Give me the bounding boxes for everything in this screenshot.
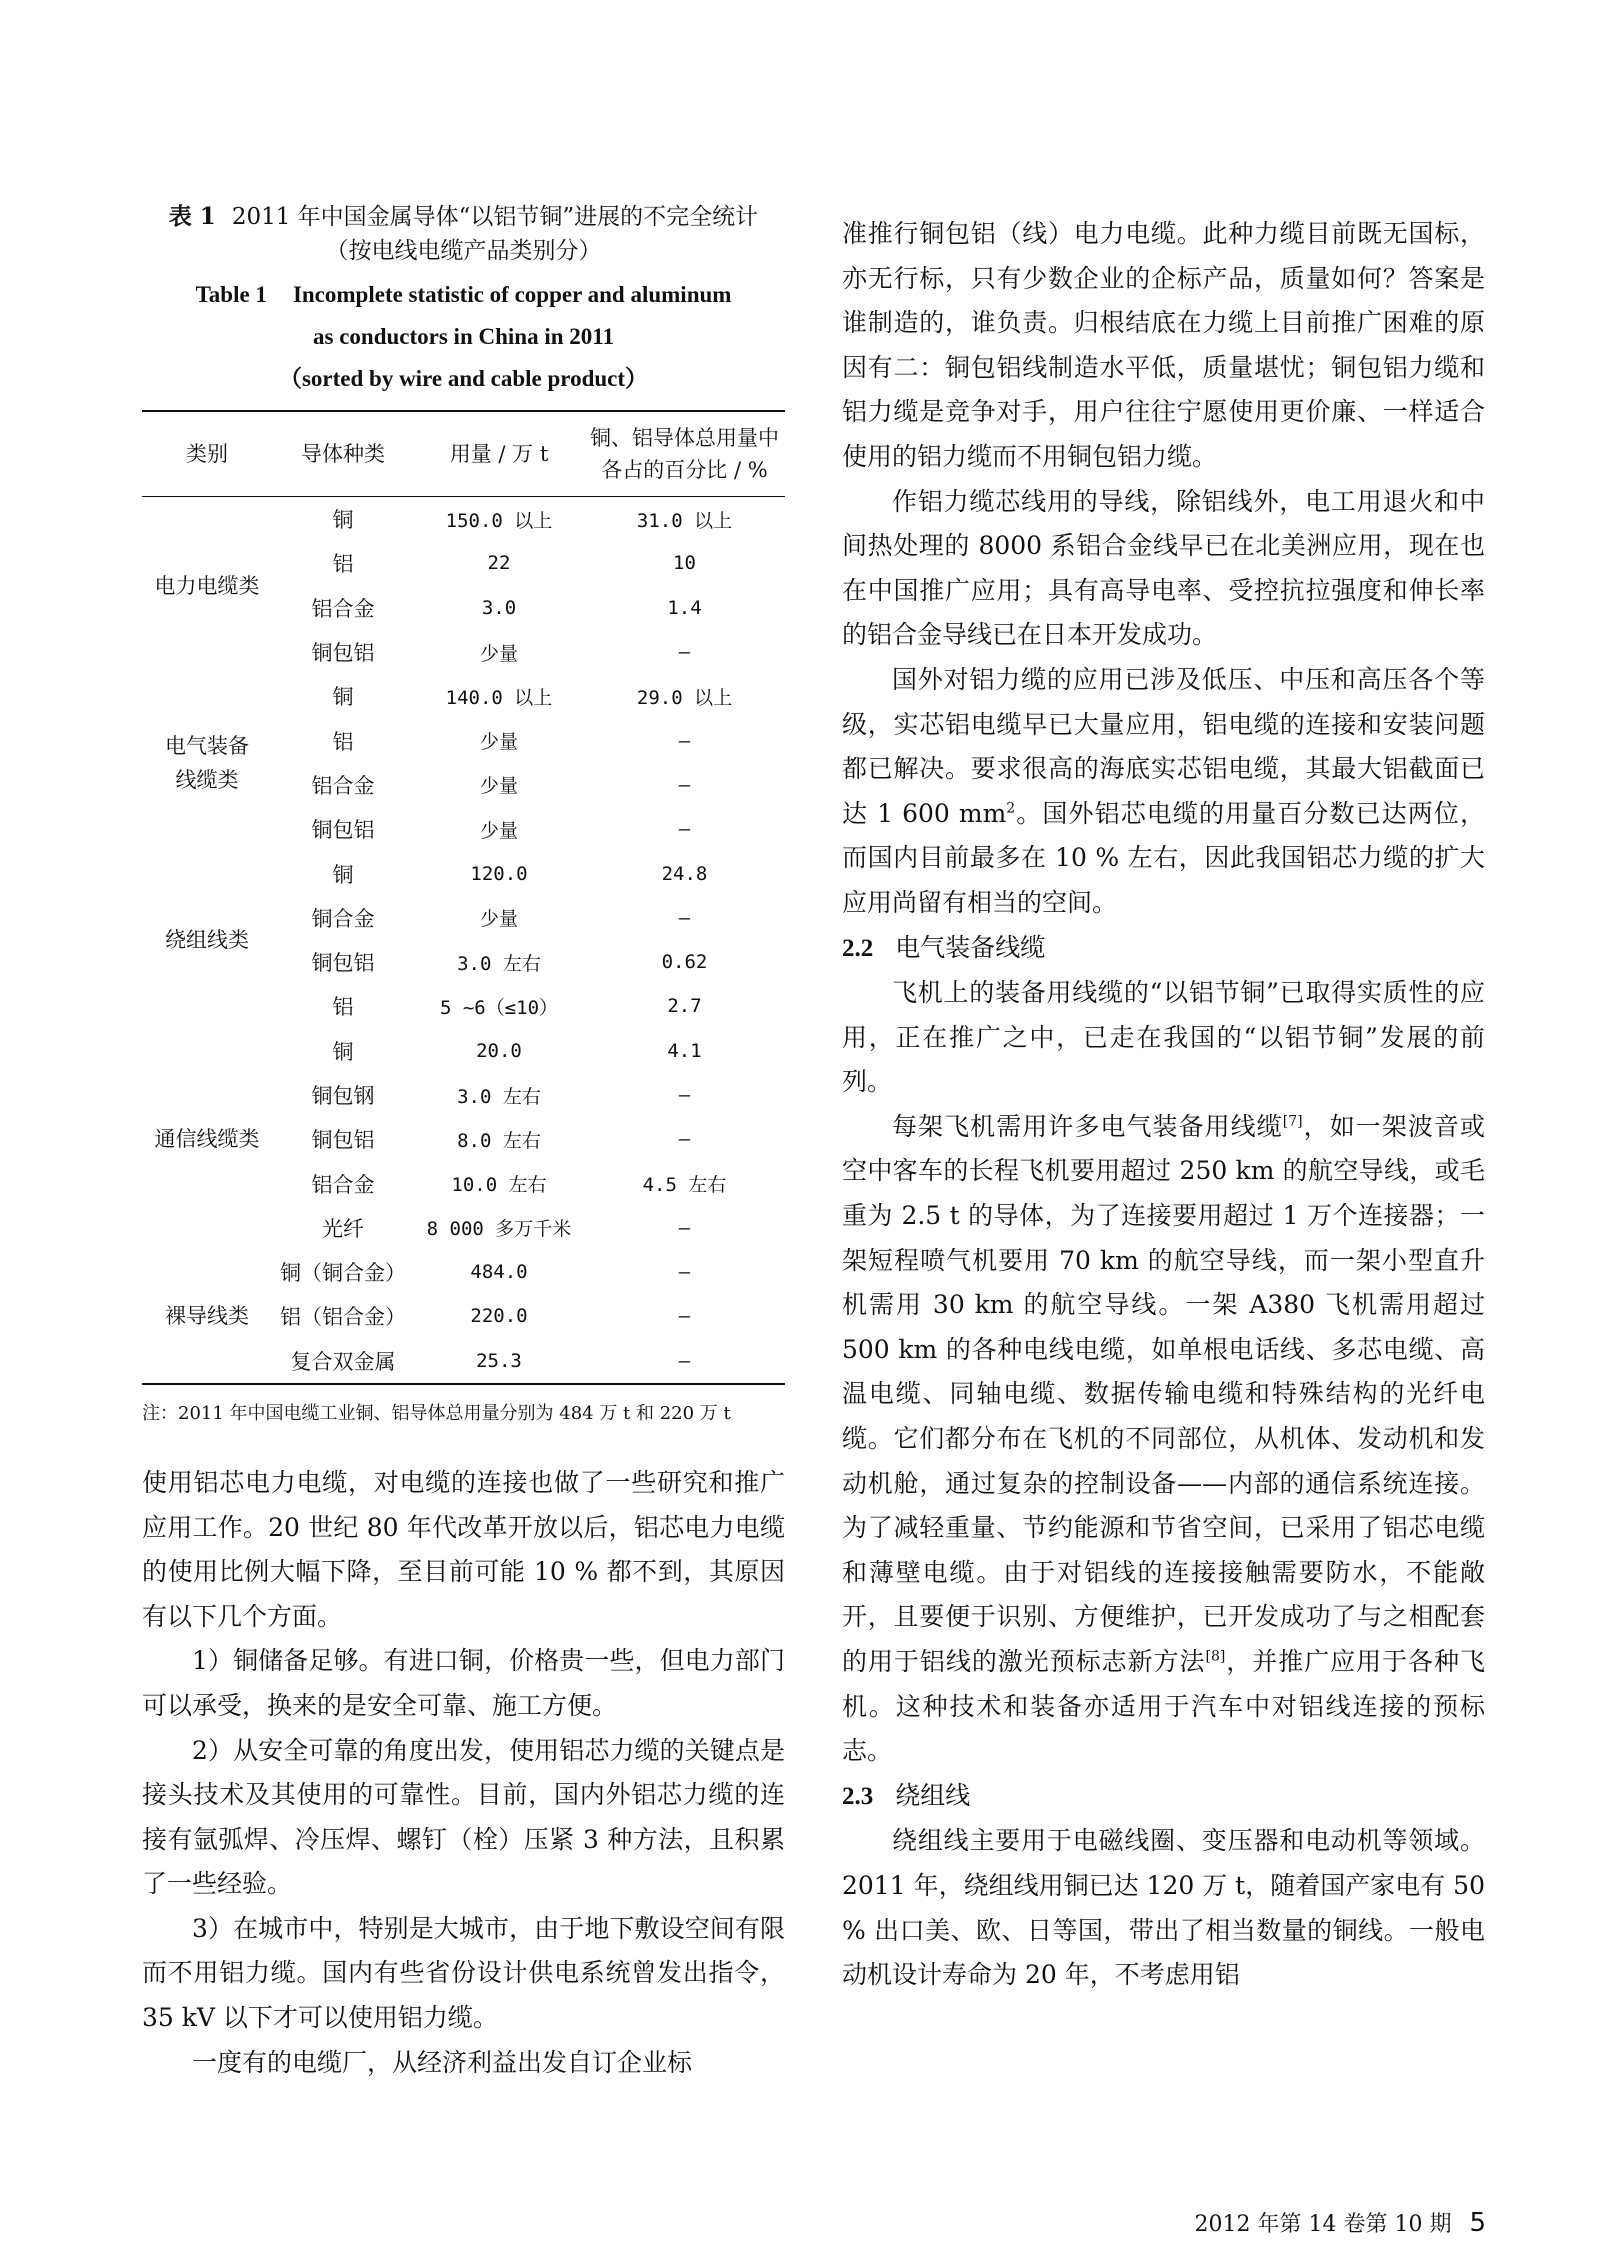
conductor-cell: 铜 (332, 862, 354, 887)
section-number: 2.2 (842, 934, 874, 962)
conductor-cell: 铜 (332, 685, 354, 710)
amount-cell: 少量 (479, 908, 518, 931)
percent-cell: — (678, 818, 691, 841)
left-column (142, 200, 785, 2085)
amount-cell: 少量 (479, 731, 518, 754)
amount-cell: 10.0 左右 (451, 1174, 547, 1197)
section-number: 2.3 (842, 1782, 874, 1810)
conductor-cell: 铜包铝 (311, 818, 375, 843)
table-title-en-line2: as conductors in China in 2011 (313, 324, 614, 349)
category-cell: 通信线缆类 (154, 1127, 260, 1152)
amount-cell: 8.0 左右 (457, 1129, 541, 1152)
percent-cell: 31.0 以上 (636, 509, 733, 532)
conductor-cell: 铝合金 (311, 1172, 375, 1197)
conductor-cell: 铝 (332, 729, 354, 754)
percent-cell: — (678, 773, 691, 796)
conductor-cell: 铝 (332, 995, 354, 1020)
superscript: 2 (1006, 800, 1016, 817)
amount-cell: 220.0 (470, 1305, 528, 1328)
table-title-cn: 2011 年中国金属导体“以铝节铜”进展的不完全统计 (231, 204, 759, 230)
conductor-cell: 铝（铝合金） (280, 1305, 406, 1330)
table-row (142, 497, 785, 542)
page-number: 5 (1469, 2208, 1486, 2238)
percent-cell: — (678, 1305, 691, 1328)
amount-cell: 8 000 多万千米 (426, 1218, 572, 1241)
paragraph: 绕组线主要用于电磁线圈、变压器和电动机等领域。2011 年，绕组线用铜已达 120 万 t，随着国产家电有 50 % 出口美、欧、日等国，带出了相当数量的铜线。一般电动机设计寿命为 20 年，不考虑用铝 (842, 1826, 1485, 1990)
paragraph: 飞机上的装备用线缆的“以铝节铜”已取得实质性的应用，正在推广之中，已走在我国的“以铝节铜”发展的前列。 (842, 978, 1485, 1097)
header-category: 类别 (186, 442, 228, 466)
page-footer (1195, 2207, 1487, 2238)
table-title-en-line1: Incomplete statistic of copper and aluminum (292, 282, 732, 307)
journal-issue: 2012 年第 14 卷第 10 期 (1194, 2212, 1452, 2237)
conductor-cell: 铜 (332, 1039, 354, 1064)
percent-cell: — (678, 641, 691, 664)
percent-cell: 2.7 (667, 995, 702, 1018)
amount-cell: 5 ~6（≤10） (439, 996, 559, 1019)
percent-cell: 24.8 (661, 862, 708, 885)
conductor-cell: 铜合金 (311, 906, 375, 931)
conductor-cell: 铜包钢 (311, 1084, 375, 1108)
table-note: 注：2011 年中国电缆工业铜、铝导体总用量分别为 484 万 t 和 220 万 t (142, 1402, 731, 1424)
paragraph: 3）在城市中，特别是大城市，由于地下敷设空间有限而不用铝力缆。国内有些省份设计供电系统曾发出指令，35 kV 以下才可以使用铝力缆。 (142, 1913, 785, 2033)
paragraph: 使用铝芯电力电缆，对电缆的连接也做了一些研究和推广应用工作。20 世纪 80 年代改革开放以后，铝芯电力电缆的使用比例大幅下降，至目前可能 10 % 都不到，其原因有以下几个方面。 (142, 1467, 785, 1631)
percent-cell: 0.62 (661, 951, 708, 974)
paragraph: 1）铜储备足够。有进口铜，价格贵一些，但电力部门可以承受，换来的是安全可靠、施工方便。 (142, 1646, 785, 1720)
section-heading-2-3 (842, 1774, 1485, 1820)
amount-cell: 少量 (479, 819, 518, 842)
statistics-table (142, 410, 785, 1385)
amount-cell: 20.0 (476, 1039, 522, 1062)
table-caption-en (142, 274, 785, 316)
percent-cell: — (678, 729, 691, 752)
amount-cell: 484.0 (470, 1261, 528, 1284)
amount-cell: 120.0 (470, 862, 528, 885)
right-column (842, 212, 1485, 1998)
category-cell: 电力电缆类 (154, 573, 260, 598)
table-row (142, 851, 785, 895)
conductor-cell: 铜包铝 (311, 1128, 375, 1153)
header-conductor: 导体种类 (301, 442, 385, 466)
conductor-cell: 铜（铜合金） (280, 1261, 406, 1286)
paragraph: 国外对铝力缆的应用已涉及低压、中压和高压各个等级，实芯铝电缆早已大量应用，铝电缆的连接和安装问题都已解决。要求很高的海底实芯铝电缆，其最大铝截面已达 1 600 $mm^2$。国外铝芯电缆的用量百分数已达两位，而国内目前最多在 10 % 左右，因此我国铝芯力缆的扩大应用尚留有相当的空间。 (842, 664, 1485, 917)
amount-cell: 3.0 (481, 596, 517, 619)
percent-cell: 4.5 左右 (642, 1174, 727, 1197)
header-percent (584, 411, 785, 497)
section-heading-2-2 (842, 926, 1485, 972)
amount-cell: 少量 (479, 642, 518, 665)
table-number-cn: 表 1 (168, 203, 216, 230)
reference-7: [7] (1282, 1113, 1303, 1130)
table-row (142, 674, 785, 718)
percent-cell: — (678, 1128, 691, 1151)
paragraph: 作铝力缆芯线用的导线，除铝线外，电工用退火和中间热处理的 8000 系铝合金线早已在北美洲应用，现在也在中国推广应用；具有高导电率、受控抗拉强度和伸长率的铝合金导线已在日本开发成功。 (842, 486, 1485, 650)
amount-cell: 22 (487, 552, 511, 575)
table-title-en-line3: （sorted by wire and cable product） (278, 366, 649, 391)
percent-cell: 10 (673, 552, 696, 575)
category-cell: 绕组线类 (165, 927, 249, 952)
percent-cell: 29.0 以上 (636, 686, 733, 709)
conductor-cell: 光纤 (322, 1216, 364, 1241)
table-number-en: Table 1 (195, 282, 267, 307)
percent-cell: — (678, 1084, 691, 1106)
table-caption-cn (142, 200, 785, 234)
conductor-cell: 铝合金 (311, 596, 375, 621)
table-body (142, 497, 785, 1384)
amount-cell: 少量 (479, 775, 518, 798)
section-title: 电气装备线缆 (895, 932, 1046, 962)
amount-cell: 150.0 以上 (445, 509, 553, 532)
paragraph: 2）从安全可靠的角度出发，使用铝芯力缆的关键点是接头技术及其使用的可靠性。目前，国内外铝芯力缆的连接有氩弧焊、冷压焊、螺钉（栓）压紧 3 种方法，且积累了一些经验。 (142, 1735, 785, 1899)
header-percent-line1: 铜、铝导体总用量中 (590, 426, 779, 450)
percent-cell: — (678, 1349, 691, 1372)
amount-cell: 140.0 以上 (445, 686, 553, 709)
percent-cell: 1.4 (667, 596, 702, 619)
conductor-cell: 铜 (332, 508, 354, 533)
conductor-cell: 铜包铝 (311, 951, 375, 976)
conductor-cell: 复合双金属 (290, 1349, 396, 1374)
category-cell: 裸导线类 (165, 1304, 249, 1329)
conductor-cell: 铝 (332, 552, 354, 577)
header-percent-line2: 各占的百分比 / % (601, 458, 768, 482)
amount-cell: 3.0 左右 (457, 1085, 541, 1108)
percent-cell: 4.1 (667, 1039, 702, 1062)
percent-cell: — (678, 1261, 691, 1284)
table-header-row (142, 411, 785, 497)
category-cell: 电气装备 线缆类 (165, 733, 249, 792)
table-row (142, 1029, 785, 1073)
paragraph: 一度有的电缆厂，从经济利益出发自订企业标 (192, 2047, 693, 2077)
percent-cell: — (678, 1216, 691, 1239)
table-row (142, 1250, 785, 1294)
amount-cell: 3.0 左右 (457, 952, 541, 975)
reference-8: [8] (1205, 1648, 1226, 1665)
paragraph: 每架飞机需用许多电气装备用线缆[7]，如一架波音或空中客车的长程飞机要用超过 250 km 的航空导线，或毛重为 2.5 t 的导体，为了连接要用超过 1 万个连接器；一架短程喷气机要用 70 km 的航空导线，而一架小型直升机需用 30 km 的航空导线。一架 A380 飞机需用超过 500 km 的各种电线电缆，如单根电话线、多芯电缆、高温电缆、同轴电缆、数据传输电缆和特殊结构的光纤电缆。它们都分布在飞机的不同部位，从机体、发动机和发动机舱，通过复杂的控制设备——内部的通信系统连接。为了减轻重量、节约能源和节省空间，已采用了铝芯电缆和薄壁电缆。由于对铝线的连接接触需要防水，不能敞开，且要便于识别、方便维护，已开发成功了与之相配套的用于铝线的激光预标志新方法[8]，并推广应用于各种飞机。这种技术和装备亦适用于汽车中对铝线连接的预标志。 (842, 1111, 1485, 1766)
conductor-cell: 铜包铝 (311, 641, 375, 666)
header-amount: 用量 / 万 t (449, 442, 549, 466)
table-subtitle-cn: （按电线电缆产品类别分） (325, 238, 602, 264)
conductor-cell: 铝合金 (311, 773, 375, 798)
amount-cell: 25.3 (476, 1349, 522, 1372)
section-title: 绕组线 (895, 1780, 971, 1810)
left-body-text (142, 1461, 785, 2085)
percent-cell: — (678, 906, 691, 929)
paragraph: 准推行铜包铝（线）电力电缆。此种力缆目前既无国标，亦无行标，只有少数企业的企标产品，质量如何？答案是谁制造的，谁负责。归根结底在力缆上目前推广困难的原因有二：铜包铝线制造水平低，质量堪忧；铜包铝力缆和铝力缆是竞争对手，用户往往宁愿使用更价廉、一样适合使用的铝力缆而不用铜包铝力缆。 (842, 219, 1485, 471)
